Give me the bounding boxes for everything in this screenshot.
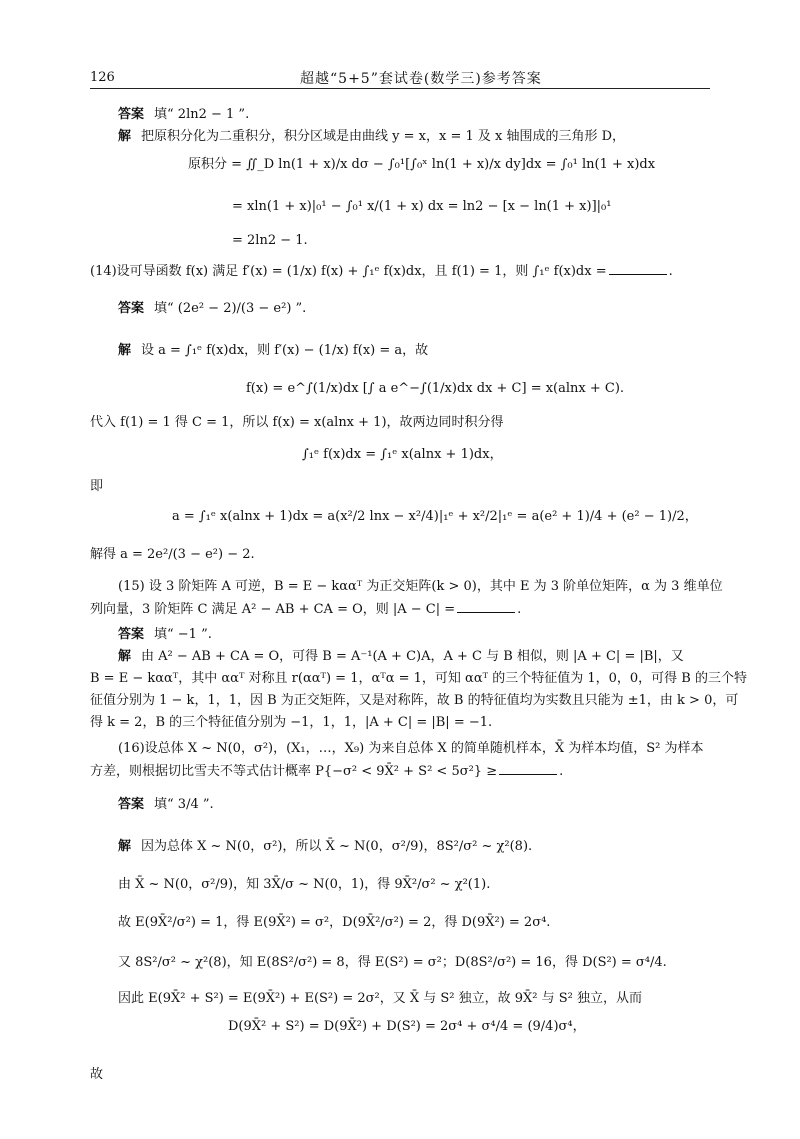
line-text: 列向量，3 阶矩阵 C 满足 A² − AB + CA = O，则 |A − C| = [90, 602, 456, 617]
solution-line [118, 342, 428, 360]
line-label: 答案 [118, 107, 145, 122]
text-line [90, 762, 563, 781]
line-text: 故 E(9X̄²/σ²) = 1，得 E(9X̄²) = σ²，D(9X̄²/σ²) = 2，得 D(9X̄²) = 2σ⁴. [118, 915, 551, 930]
line-text: 代入 f(1) = 1 得 C = 1，所以 f(x) = x(alnx + 1)，故两边同时积分得 [90, 415, 504, 430]
line-text: 填“ 3/4 ”. [154, 797, 214, 812]
text-line [118, 914, 550, 932]
solution-line [118, 128, 625, 146]
line-text: 得 k = 2，B 的三个特征值分别为 −1，1，1，|A + C| = |B| = −1. [90, 715, 493, 730]
period: . [517, 602, 522, 617]
line-text: 因此 E(9X̄² + S²) = E(9X̄²) + E(S²) = 2σ²，又 X̄ 与 S² 独立，故 9X̄² 与 S² 独立，从而 [118, 991, 643, 1006]
answer-blank [609, 262, 667, 275]
text-line [90, 714, 492, 732]
answer-blank [457, 600, 515, 613]
line-text: (14)设可导函数 f(x) 满足 f′(x) = (1/x) f(x) + ∫₁ᵉ f(x)dx，且 f(1) = 1，则 ∫₁ᵉ f(x)dx = [90, 264, 607, 279]
line-text: ∫₁ᵉ f(x)dx = ∫₁ᵉ x(alnx + 1)dx， [302, 447, 503, 462]
text-line [232, 232, 308, 250]
text-line [118, 578, 723, 596]
page-header [90, 66, 710, 90]
text-line [118, 990, 642, 1008]
header-rule [90, 88, 710, 89]
answer-line [118, 796, 214, 814]
line-text: 即 [90, 479, 104, 494]
line-text: 方差，则根据切比雪夫不等式估计概率 P{−σ² < 9X̄² + S² < 5σ²} ≥ [90, 764, 498, 779]
line-text: (15) 设 3 阶矩阵 A 可逆，B = E − kααᵀ 为正交矩阵(k > 0)，其中 E 为 3 阶单位矩阵，α 为 3 维单位 [118, 579, 723, 594]
text-line [118, 954, 667, 972]
answer-line [118, 300, 306, 318]
answer-line [118, 626, 212, 644]
text-line [188, 156, 655, 174]
text-line [228, 1018, 586, 1036]
line-text: 把原积分化为二重积分，积分区域是由曲线 y = x，x = 1 及 x 轴围成的三角形 D， [141, 129, 626, 144]
period: . [559, 764, 564, 779]
page-number: 126 [90, 70, 115, 85]
line-text: = xln(1 + x)|₀¹ − ∫₀¹ x/(1 + x) dx = ln2 − [x − ln(1 + x)]|₀¹ [232, 199, 612, 214]
line-label: 解 [118, 839, 132, 854]
running-title: 超越“5+5”套试卷(数学三)参考答案 [300, 71, 542, 87]
text-line [90, 546, 255, 564]
line-text: 设 a = ∫₁ᵉ f(x)dx，则 f′(x) − (1/x) f(x) = a，故 [141, 343, 429, 358]
line-text: 填“ 2ln2 − 1 ”. [154, 107, 250, 122]
line-text: f(x) = e^∫(1/x)dx [∫ a e^−∫(1/x)dx dx + C] = x(alnx + C). [246, 381, 625, 396]
line-label: 解 [118, 649, 132, 664]
line-text: 由 A² − AB + CA = O，可得 B = A⁻¹(A + C)A，A + C 与 B 相似，则 |A + C| = |B|，又 [141, 649, 684, 664]
line-text: B = E − kααᵀ，其中 ααᵀ 对称且 r(ααᵀ) = 1，αᵀα = 1，可知 ααᵀ 的三个特征值为 1，0，0，可得 B 的三个特 [90, 671, 747, 686]
line-text: a = ∫₁ᵉ x(alnx + 1)dx = a(x²/2 lnx − x²/4)|₁ᵉ + x²/2|₁ᵉ = a(e² + 1)/4 + (e² − 1)/2， [172, 509, 698, 524]
line-text: 填“ (2e² − 2)/(3 − e²) ”. [154, 301, 307, 316]
line-text: 解得 a = 2e²/(3 − e²) − 2. [90, 547, 255, 562]
text-line [90, 262, 673, 281]
text-line [246, 380, 624, 398]
line-text: 又 8S²/σ² ~ χ²(8)，知 E(8S²/σ²) = 8，得 E(S²) = σ²；D(8S²/σ²) = 16，得 D(S²) = σ⁴/4. [118, 955, 667, 970]
text-line [90, 478, 103, 496]
solution-line [118, 838, 532, 856]
line-label: 答案 [118, 627, 145, 642]
text-line [90, 1066, 103, 1084]
text-line [302, 446, 503, 464]
line-text: D(9X̄² + S²) = D(9X̄²) + D(S²) = 2σ⁴ + σ⁴/4 = (9/4)σ⁴， [228, 1019, 586, 1034]
text-line [118, 740, 703, 758]
text-line [90, 600, 521, 619]
line-text: (16)设总体 X ~ N(0，σ²)，(X₁，…，X₉) 为来自总体 X 的简单随机样本，X̄ 为样本均值，S² 为样本 [118, 741, 704, 756]
answer-line [118, 106, 249, 124]
text-line [232, 198, 611, 216]
text-line [118, 876, 490, 894]
line-text: 原积分 = ∬_D ln(1 + x)/x dσ − ∫₀¹[∫₀ˣ ln(1 + x)/x dy]dx = ∫₀¹ ln(1 + x)dx [188, 157, 656, 172]
line-text: 填“ −1 ”. [154, 627, 212, 642]
period: . [668, 264, 673, 279]
text-line [90, 692, 738, 710]
answer-blank [499, 762, 557, 775]
line-label: 解 [118, 343, 132, 358]
text-line [172, 508, 698, 526]
line-text: = 2ln2 − 1. [232, 233, 308, 248]
line-label: 解 [118, 129, 132, 144]
line-text: 因为总体 X ~ N(0，σ²)，所以 X̄ ~ N(0，σ²/9)，8S²/σ² ~ χ²(8). [141, 839, 533, 854]
text-line [90, 670, 747, 688]
line-text: 征值分别为 1 − k，1，1，因 B 为正交矩阵，又是对称阵，故 B 的特征值均为实数且只能为 ±1，由 k > 0，可 [90, 693, 739, 708]
line-label: 答案 [118, 797, 145, 812]
line-text: 故 [90, 1067, 104, 1082]
text-line [90, 414, 504, 432]
line-label: 答案 [118, 301, 145, 316]
line-text: 由 X̄ ~ N(0，σ²/9)，知 3X̄/σ ~ N(0，1)，得 9X̄²/σ² ~ χ²(1). [118, 877, 491, 892]
solution-line [118, 648, 684, 666]
